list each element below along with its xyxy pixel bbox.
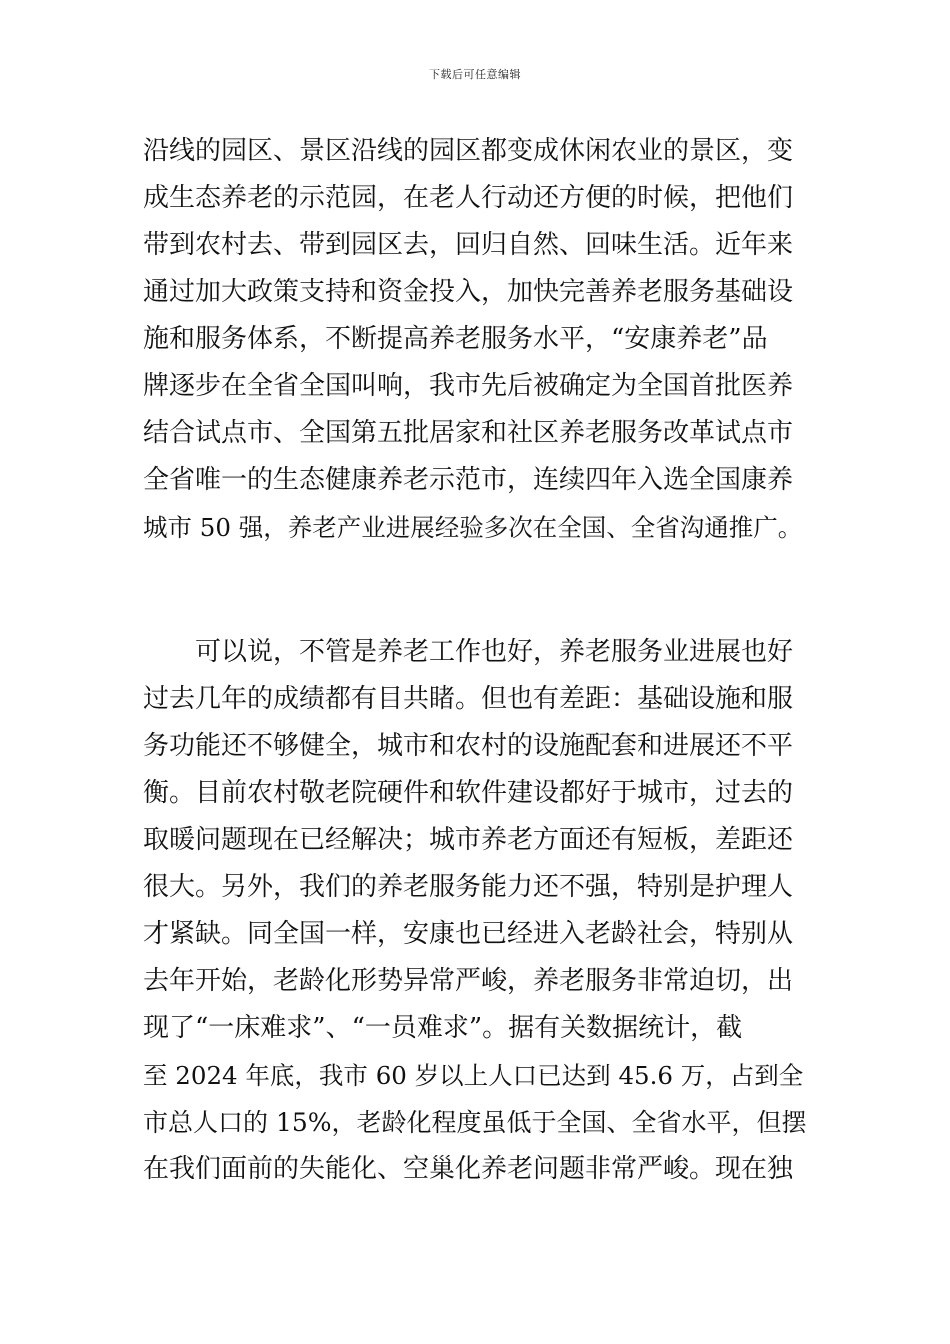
text-line: 结合试点市、全国第五批居家和社区养老服务改革试点市 — [143, 418, 794, 448]
text-line: 沿线的园区、景区沿线的园区都变成休闲农业的景区，变 — [143, 136, 794, 166]
paragraph-spacer — [143, 551, 808, 629]
paragraph-2 — [143, 629, 808, 1193]
text-line: 在我们面前的失能化、空巢化养老问题非常严峻。现在独 — [143, 1154, 794, 1184]
text-line: 市总人口的 15%，老龄化程度虽低于全国、全省水平，但摆 — [143, 1108, 807, 1137]
text-line: 取暖问题现在已经解决；城市养老方面还有短板，差距还 — [143, 825, 794, 855]
text-line: 至 2024 年底，我市 60 岁以上人口已达到 45.6 万，占到全 — [143, 1061, 804, 1090]
text-line: 才紧缺。同全国一样，安康也已经进入老龄社会，特别从 — [143, 919, 794, 949]
text-line: 通过加大政策支持和资金投入，加快完善养老服务基础设 — [143, 277, 794, 307]
text-line: 过去几年的成绩都有目共睹。但也有差距：基础设施和服 — [143, 684, 794, 714]
text-line: 衡。目前农村敬老院硬件和软件建设都好于城市，过去的 — [143, 778, 794, 808]
text-line: 带到农村去、带到园区去，回归自然、回味生活。近年来 — [143, 230, 794, 260]
text-line: 务功能还不够健全，城市和农村的设施配套和进展还不平 — [143, 731, 794, 761]
text-line: 牌逐步在全省全国叫响，我市先后被确定为全国首批医养 — [143, 371, 794, 401]
text-line: 很大。另外，我们的养老服务能力还不强，特别是护理人 — [143, 872, 794, 902]
page-header-note: 下载后可任意编辑 — [429, 68, 521, 81]
text-line-first-indented: 可以说，不管是养老工作也好，养老服务业进展也好 — [195, 637, 794, 667]
text-line: 城市 50 强，养老产业进展经验多次在全国、全省沟通推广。 — [143, 513, 803, 542]
text-line: 现了“一床难求”、“一员难求”。据有关数据统计，截 — [143, 1013, 743, 1043]
paragraph-1 — [143, 128, 808, 551]
text-line: 全省唯一的生态健康养老示范市，连续四年入选全国康养 — [143, 465, 794, 495]
text-line: 施和服务体系，不断提高养老服务水平，“安康养老”品 — [143, 324, 768, 354]
text-line: 成生态养老的示范园，在老人行动还方便的时候，把他们 — [143, 183, 794, 213]
document-body — [143, 128, 808, 1193]
text-line: 去年开始，老龄化形势异常严峻，养老服务非常迫切，出 — [143, 966, 794, 996]
